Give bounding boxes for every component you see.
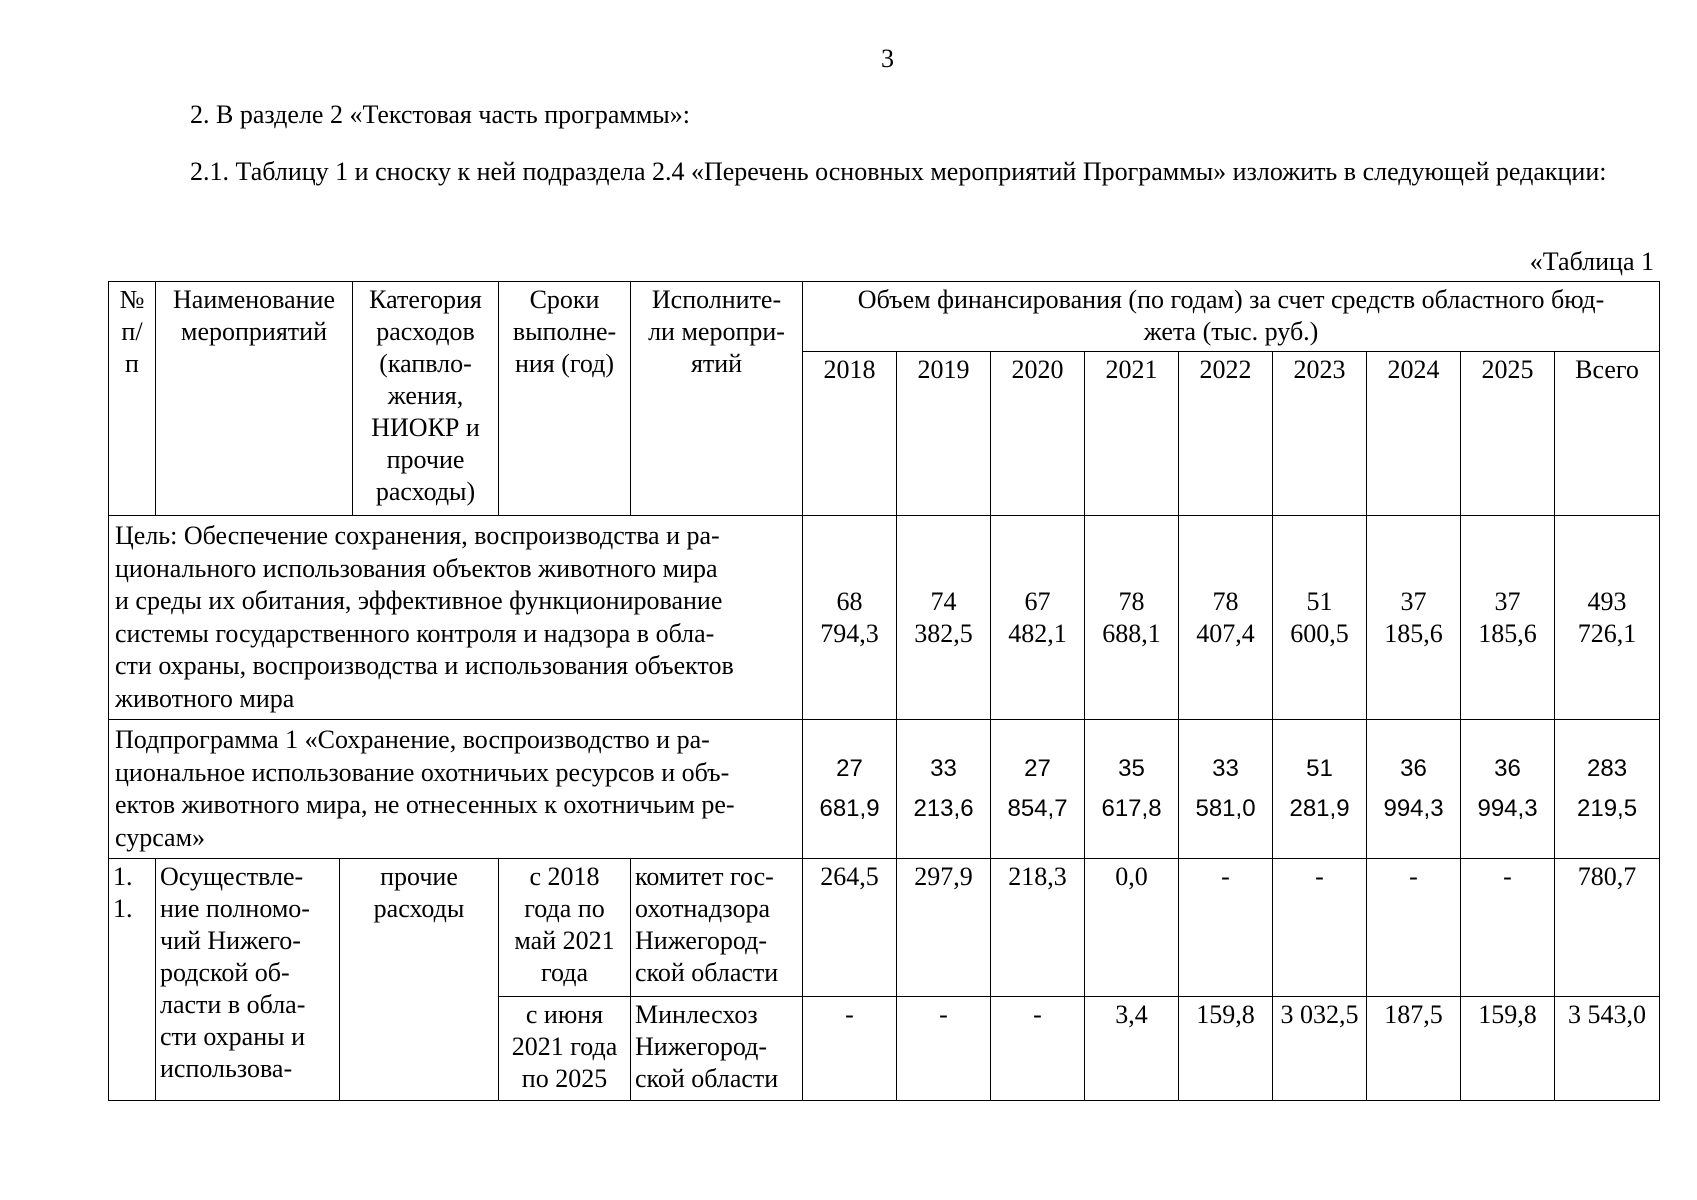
header-category: [353, 282, 499, 516]
item-value: 0,0: [1085, 859, 1179, 997]
item-row: [109, 859, 1660, 997]
subprogram-value-part: 994,3: [1477, 795, 1538, 822]
item-value: 218,3: [991, 859, 1085, 997]
item-term-line: 2021 года: [511, 1032, 618, 1061]
item-num-part: 1.: [113, 894, 133, 923]
subprogram-value-part: 27: [1024, 755, 1051, 782]
header-year: 2025: [1461, 352, 1555, 516]
item-name: [156, 859, 340, 1101]
goal-value-part: 68: [836, 586, 863, 616]
goal-value-part: 37: [1400, 586, 1427, 616]
goal-value: [1367, 516, 1461, 720]
item-value: -: [803, 997, 897, 1101]
item-value: 159,8: [1461, 997, 1555, 1101]
goal-value-part: 407,4: [1196, 618, 1255, 648]
subprogram-value: [1085, 720, 1179, 859]
item-name-line: чий Нижего-: [160, 926, 301, 955]
subprogram-value: [991, 720, 1085, 859]
section-instruction: 2. В разделе 2 «Текстовая часть программы»:: [190, 100, 690, 129]
subprogram-value-part: 994,3: [1383, 795, 1444, 822]
subprogram-line: циональное использование охотничьих ресурсов и объ-: [115, 757, 730, 787]
item-name-line: ласти в обла-: [160, 990, 306, 1019]
item-value: -: [1273, 859, 1367, 997]
item-category-line: прочие: [380, 862, 458, 891]
item-value: 264,5: [803, 859, 897, 997]
item-term-line: с 2018: [529, 862, 600, 891]
item-term-line: по 2025: [521, 1064, 608, 1093]
header-total: Всего: [1555, 352, 1660, 516]
item-term: [499, 997, 631, 1101]
subprogram-value-part: 213,6: [913, 795, 974, 822]
subprogram-value-part: 36: [1400, 755, 1427, 782]
item-executor: [631, 859, 803, 997]
goal-value-part: 185,6: [1384, 618, 1443, 648]
item-executor-line: Нижегород-: [635, 1032, 768, 1061]
item-executor-line: ской области: [635, 1064, 779, 1093]
goal-total: [1555, 516, 1660, 720]
header-text: Наименование: [173, 285, 335, 314]
item-name-line: родской об-: [160, 958, 290, 987]
header-year: 2022: [1179, 352, 1273, 516]
goal-value-part: 493: [1587, 586, 1627, 616]
header-text: жета (тыс. руб.): [1143, 317, 1319, 346]
item-num: [109, 859, 156, 1101]
item-value: -: [991, 997, 1085, 1101]
subprogram-value-part: 283: [1587, 755, 1628, 782]
header-year: 2018: [803, 352, 897, 516]
item-num-part: 1.: [113, 862, 133, 891]
item-value: 297,9: [897, 859, 991, 997]
goal-value-part: 600,5: [1290, 618, 1349, 648]
header-executor: [631, 282, 803, 516]
item-executor-line: ской области: [635, 958, 779, 987]
goal-value: [897, 516, 991, 720]
header-year: 2020: [991, 352, 1085, 516]
goal-row: [109, 516, 1660, 720]
goal-value: [991, 516, 1085, 720]
header-text: жения,: [387, 381, 464, 410]
item-value: 159,8: [1179, 997, 1273, 1101]
item-category: [340, 859, 499, 1101]
subprogram-value-part: 617,8: [1101, 795, 1162, 822]
item-category-line: расходы: [373, 894, 465, 923]
subprogram-value-part: 281,9: [1289, 795, 1350, 822]
subprogram-value-part: 33: [930, 755, 957, 782]
header-text: ли меропри-: [648, 317, 785, 346]
item-name-line: использова-: [160, 1054, 293, 1083]
header-text: НИОКР и: [371, 413, 480, 442]
funding-table: [108, 281, 1660, 1101]
subprogram-value: [803, 720, 897, 859]
page-number: 3: [881, 44, 894, 73]
header-text: Объем финансирования (по годам) за счет средств областного бюд-: [857, 285, 1605, 314]
subprogram-value-part: 27: [836, 755, 863, 782]
goal-value-part: 37: [1494, 586, 1521, 616]
header-text: п/: [121, 317, 143, 346]
subprogram-value-part: 51: [1306, 755, 1333, 782]
goal-text: [109, 516, 803, 720]
header-text: (капвло-: [379, 349, 472, 378]
item-value: -: [1367, 859, 1461, 997]
header-funding: [803, 282, 1660, 352]
header-text: ятий: [690, 349, 743, 378]
goal-line: и среды их обитания, эффективное функционирование: [115, 586, 723, 615]
header-text: Исполните-: [651, 285, 782, 314]
item-total: 780,7: [1555, 859, 1660, 997]
subprogram-total: [1555, 720, 1660, 859]
goal-value-part: 688,1: [1102, 618, 1161, 648]
goal-line: системы государственного контроля и надзора в обла-: [115, 618, 715, 648]
header-text: прочие: [386, 445, 465, 474]
item-name-line: Осуществле-: [160, 862, 304, 891]
subprogram-value-part: 219,5: [1577, 795, 1638, 822]
item-executor-line: охотнадзора: [635, 894, 771, 923]
header-text: мероприятий: [181, 317, 327, 346]
goal-value-part: 78: [1212, 586, 1239, 616]
header-text: расходов: [376, 317, 475, 346]
item-value: -: [1461, 859, 1555, 997]
subprogram-value: [897, 720, 991, 859]
table-caption: «Таблица 1: [1529, 247, 1654, 276]
subprogram-value: [1461, 720, 1555, 859]
goal-value: [1085, 516, 1179, 720]
item-total: 3 543,0: [1555, 997, 1660, 1101]
subprogram-line: ектов животного мира, не отнесенных к охотничьим ре-: [115, 790, 735, 819]
item-value: 3,4: [1085, 997, 1179, 1101]
header-num: [109, 282, 156, 516]
item-name-line: сти охраны и: [160, 1022, 306, 1051]
header-text: выполне-: [512, 317, 617, 346]
subprogram-value-part: 33: [1212, 755, 1239, 782]
subprogram-line: Подпрограмма 1 «Сохранение, воспроизводство и ра-: [115, 725, 710, 754]
item-value: -: [897, 997, 991, 1101]
subprogram-value-part: 854,7: [1007, 795, 1068, 822]
header-term: [499, 282, 631, 516]
item-term-line: года по: [524, 894, 605, 923]
goal-line: животного мира: [115, 683, 295, 713]
subprogram-row: [109, 720, 1660, 859]
item-executor-line: Минлесхоз: [635, 1000, 758, 1029]
goal-value-part: 185,6: [1478, 618, 1537, 648]
item-value: 187,5: [1367, 997, 1461, 1101]
goal-line: Цель: Обеспечение сохранения, воспроизводства и ра-: [115, 521, 720, 550]
header-text: п: [125, 349, 139, 378]
goal-value-part: 67: [1024, 586, 1051, 616]
goal-value-part: 482,1: [1008, 618, 1067, 648]
item-executor: [631, 997, 803, 1101]
subprogram-text: [109, 720, 803, 859]
goal-value: [1273, 516, 1367, 720]
goal-value: [1461, 516, 1555, 720]
header-text: Сроки: [529, 285, 600, 314]
header-text: расходы): [375, 477, 476, 506]
item-term-line: года: [540, 958, 589, 987]
subsection-instruction: 2.1. Таблицу 1 и сноску к ней подраздела 2.4 «Перечень основных мероприятий Программы» изложить в следующей редакции:: [190, 157, 1607, 186]
goal-value-part: 78: [1118, 586, 1145, 616]
subprogram-value: [1273, 720, 1367, 859]
item-value: -: [1179, 859, 1273, 997]
goal-value-part: 382,5: [914, 618, 973, 648]
item-executor-line: Нижегород-: [635, 926, 768, 955]
header-year: 2024: [1367, 352, 1461, 516]
item-term-line: май 2021: [514, 926, 615, 955]
goal-value-part: 794,3: [820, 618, 879, 648]
header-name: [156, 282, 353, 516]
subprogram-value: [1179, 720, 1273, 859]
item-executor-line: комитет гос-: [635, 862, 774, 891]
subprogram-value-part: 35: [1118, 755, 1145, 782]
subprogram-line: сурсам»: [115, 822, 206, 852]
header-year: 2019: [897, 352, 991, 516]
subprogram-value: [1367, 720, 1461, 859]
subprogram-value-part: 581,0: [1195, 795, 1256, 822]
item-name-line: ние полномо-: [160, 894, 310, 923]
goal-value-part: 74: [930, 586, 957, 616]
subprogram-value-part: 681,9: [819, 795, 880, 822]
header-year: 2021: [1085, 352, 1179, 516]
goal-value-part: 51: [1306, 586, 1333, 616]
header-text: ния (год): [514, 349, 615, 378]
item-term-line: с июня: [525, 1000, 604, 1029]
goal-value: [1179, 516, 1273, 720]
goal-line: сти охраны, воспроизводства и использования объектов: [115, 651, 734, 680]
goal-value-part: 726,1: [1577, 618, 1637, 648]
goal-value: [803, 516, 897, 720]
item-value: 3 032,5: [1273, 997, 1367, 1101]
goal-line: ционального использования объектов животного мира: [115, 553, 718, 583]
subprogram-value-part: 36: [1494, 755, 1521, 782]
header-year: 2023: [1273, 352, 1367, 516]
header-text: Категория: [369, 285, 482, 314]
header-text: №: [119, 285, 145, 314]
item-term: [499, 859, 631, 997]
